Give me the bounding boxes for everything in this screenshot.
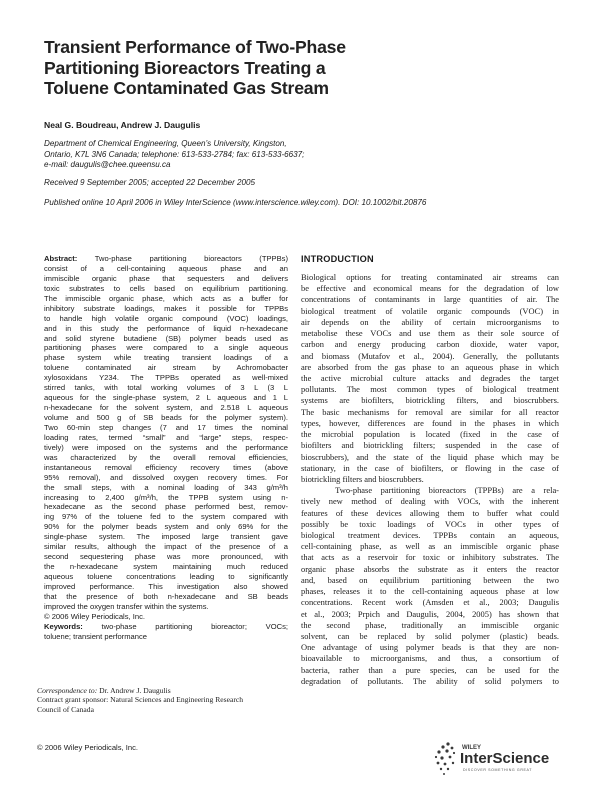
correspondence-label: Correspondence to: <box>37 686 98 695</box>
abstract-line: hexadecane as the second phase performed best, remov- <box>44 502 288 512</box>
abstract-line: loading rates, termed “small” and “large” steps, respec- <box>44 432 288 442</box>
intro-line: carbon and energy producing carbon dioxide, water vapor, <box>301 339 559 350</box>
intro-line: concentrations of contaminants in large quantities of air. The <box>301 294 559 305</box>
abstract-line: the n-hexadecane system maintaining much reduced <box>44 562 288 572</box>
author-list: Neal G. Boudreau, Andrew J. Daugulis <box>44 120 201 130</box>
intro-line: features of these devices allowing them to buffer what could <box>301 507 559 518</box>
intro-line: One advantage of using polymer beads is that they are non- <box>301 642 559 653</box>
intro-line: pollutants. The most common types of biological treatment <box>301 384 559 395</box>
abstract-line: instantaneous removal efficiency recovery times (above <box>44 462 288 472</box>
abstract-line: partitioning phases were compared to a single aqueous <box>44 343 288 353</box>
intro-line: phases, releases it to the cell-containing aqueous phase at low <box>301 586 559 597</box>
abstract-line: The immiscible organic phase, which acts as a buffer for <box>44 293 288 303</box>
abstract-line: that the presence of both n-hexadecane and SB beads <box>44 591 288 601</box>
abstract-line <box>44 254 288 264</box>
intro-line: et al., 2003; Prpich and Daugulis, 2004, 2005) has shown that <box>301 608 559 619</box>
intro-line: stationary, in the case of biofilters, or flowing in the case of <box>301 462 559 473</box>
footer-copyright: © 2006 Wiley Periodicals, Inc. <box>37 743 138 752</box>
abstract-line: improved performance. This investigation also showed <box>44 581 288 591</box>
abstract-line: similar results, although the impact of the presence of a <box>44 542 288 552</box>
abstract-line: aqueous for the single-phase system, 2 L aqueous and 1 L <box>44 393 288 403</box>
intro-line: bioscrubbers), and the state of the liquid phase which may be <box>301 451 559 462</box>
abstract-line: toxic substrates to cells based on equilibrium partitioning. <box>44 283 288 293</box>
publication-info: Published online 10 April 2006 in Wiley InterScience (www.interscience.wiley.com). DOI: 10.1002/bit.20876 <box>44 198 427 207</box>
intro-line: are absorbed from the gas phase to an aqueous phase in which <box>301 361 559 372</box>
introduction-body <box>301 272 559 687</box>
correspondence-line <box>37 686 297 695</box>
intro-line: the microbial population is located (fixed in the case of <box>301 429 559 440</box>
abstract-line: second sequestering phase was more pronounced, with <box>44 552 288 562</box>
article-title <box>44 37 504 99</box>
sponsor-line: Contract grant sponsor: Natural Sciences and Engineering Research <box>37 695 244 705</box>
intro-line: tively new method of dealing with VOCs, with the inherent <box>301 496 559 507</box>
abstract-line: and solid styrene butadiene (SB) polymer beads used as <box>44 333 288 343</box>
abstract-line: single-phase system. The imposed large transient gave <box>44 532 288 542</box>
abstract-line: 90% for the polymer beads system and only 69% for the <box>44 522 288 532</box>
section-heading-introduction: INTRODUCTION <box>301 254 374 264</box>
intro-line: biotrickling filters and bioscrubbers. <box>301 473 424 484</box>
affiliation-line: Department of Chemical Engineering, Queen’s University, Kingston, <box>44 139 287 148</box>
intro-line: systems are biofilters, biotrickling filters, and bioscrubbers. <box>301 395 559 406</box>
keywords-text: two-phase partitioning bioreactor; VOCs; <box>82 621 288 631</box>
keywords-line <box>44 622 288 632</box>
correspondence-note <box>37 686 297 714</box>
intro-line: that acts as a reservoir for toxic or inhibitory substrates. The <box>301 552 559 563</box>
intro-line: types, however, differences are found in the phases in which <box>301 417 559 428</box>
abstract-text: Two-phase partitioning bioreactors (TPPBs) <box>77 254 288 263</box>
abstract-line: ing 97% of the toluene fed to the system compared with <box>44 512 288 522</box>
abstract-line: toluene contaminated air stream by Achromobacter <box>44 363 288 373</box>
abstract-line: volume and 500 g of SB beads for the polymer system). <box>44 413 288 422</box>
abstract-label: Abstract: <box>44 254 78 263</box>
intro-line: bacteria, rather than a pure species, can be used for the <box>301 664 559 675</box>
logo-name-text: InterScience <box>460 750 550 767</box>
abstract-line: was characterized by the overall removal efficiencies, <box>44 452 288 462</box>
abstract-line: tively) were imposed on the systems and the performance <box>44 442 288 452</box>
affiliation-line: e-mail: daugulis@chee.queensu.ca <box>44 160 171 170</box>
title-line: Toluene Contaminated Gas Stream <box>44 78 329 98</box>
intro-line: possibly be toxic loadings of VOCs in other types of <box>301 518 559 529</box>
abstract-line: immiscible organic phase that sequesters and delivers <box>44 273 288 283</box>
abstract-line: the small steps, with a nominal loading of 343 g/m³/h <box>44 482 288 492</box>
abstract-line: Two 60-min step changes (7 and 17 times the nominal <box>44 422 288 432</box>
intro-line: The basic mechanisms for removal are similar for all reactor <box>301 406 559 417</box>
received-dates: Received 9 September 2005; accepted 22 December 2005 <box>44 178 256 187</box>
wiley-interscience-logo <box>433 738 559 782</box>
abstract-line: improved the oxygen transfer within the systems. <box>44 601 209 611</box>
affiliation <box>44 139 564 171</box>
intro-line: organic phase absorbs the substrate as it enters the reactor <box>301 563 559 574</box>
title-line: Transient Performance of Two-Phase <box>44 37 346 57</box>
abstract-line: consist of a cell-containing aqueous phase and an <box>44 263 288 273</box>
intro-line: cell-containing phase, as well as an immiscible organic phase <box>301 541 559 552</box>
affiliation-line: Ontario, K7L 3N6 Canada; telephone: 613-533-2784; fax: 613-533-6637; <box>44 149 305 159</box>
abstract-line: phase system while treating transient loadings of a <box>44 353 288 363</box>
keywords-line: toluene; transient performance <box>44 631 147 641</box>
abstract-line: n-hexadecane for the solvent system, and 2.518 L aqueous <box>44 403 288 413</box>
logo-wiley-text: WILEY <box>462 745 481 751</box>
abstract-line: increasing to 2,400 g/m³/h, the TPPB system using n- <box>44 492 288 502</box>
intro-line: Biological options for treating contaminated air streams can <box>301 272 559 282</box>
intro-line: biological treatment devices. TPPBs contain an aqueous, <box>301 530 559 541</box>
intro-line: metabolise these VOCs and use them as their sole source of <box>301 328 559 339</box>
intro-line: Two-phase partitioning bioreactors (TPPBs) are a rela- <box>301 485 559 496</box>
abstract-copyright: © 2006 Wiley Periodicals, Inc. <box>44 611 145 621</box>
abstract-block <box>44 254 288 642</box>
abstract-line: aqueous toluene concentrations leading to significantly <box>44 572 288 581</box>
intro-line: bioavailable to microorganisms, and thus, a consortium of <box>301 653 559 664</box>
intro-line: and biomass (Mutafov et al., 2004). Generally, the pollutants <box>301 350 559 361</box>
correspondence-name: Dr. Andrew J. Daugulis <box>97 686 171 695</box>
title-line: Partitioning Bioreactors Treating a <box>44 57 326 78</box>
intro-line: biofilters and biotrickling filters; suspended in the case of <box>301 440 559 451</box>
intro-line: biological treatment of volatile organic compounds (VOC) in <box>301 305 559 316</box>
interscience-logo-graphic <box>433 738 559 782</box>
intro-line: the second phase, traditionally an immiscible organic <box>301 619 559 630</box>
intro-line: concentrations. Recent work (Amsden et al., 2003; Daugulis <box>301 597 559 608</box>
abstract-line: to handle high volatile organic compound (VOC) loadings, <box>44 313 288 323</box>
abstract-line: and in this study the performance of liquid n-hexadecane <box>44 323 288 333</box>
logo-tagline-text: DISCOVER SOMETHING GREAT <box>463 768 533 772</box>
intro-line: solvent, can be replaced by solid polymer (plastic) beads. <box>301 631 559 641</box>
abstract-line: xylosoxidans Y234. The TPPBs operated as well-mixed <box>44 373 288 383</box>
intro-line: air depends on the ability of certain microorganisms to <box>301 316 559 327</box>
intro-line: and, based on equilibrium partitioning between the two <box>301 574 559 585</box>
intro-line: the active microbial culture attacks and degrades the target <box>301 372 559 383</box>
abstract-line: stirred tanks, with total working volumes of 3 L (3 L <box>44 383 288 393</box>
keywords-label: Keywords: <box>44 621 83 631</box>
intro-line: be effective and economical means for the degradation of low <box>301 283 559 294</box>
intro-line: degradation of pollutants. The ability of solid polymers to <box>301 675 559 686</box>
sponsor-line: Council of Canada <box>37 704 94 714</box>
abstract-line: inhibitory substrate loadings, makes it possible for TPPBs <box>44 303 288 313</box>
abstract-line: 95% removal), and dissolved oxygen recovery times. For <box>44 472 288 482</box>
